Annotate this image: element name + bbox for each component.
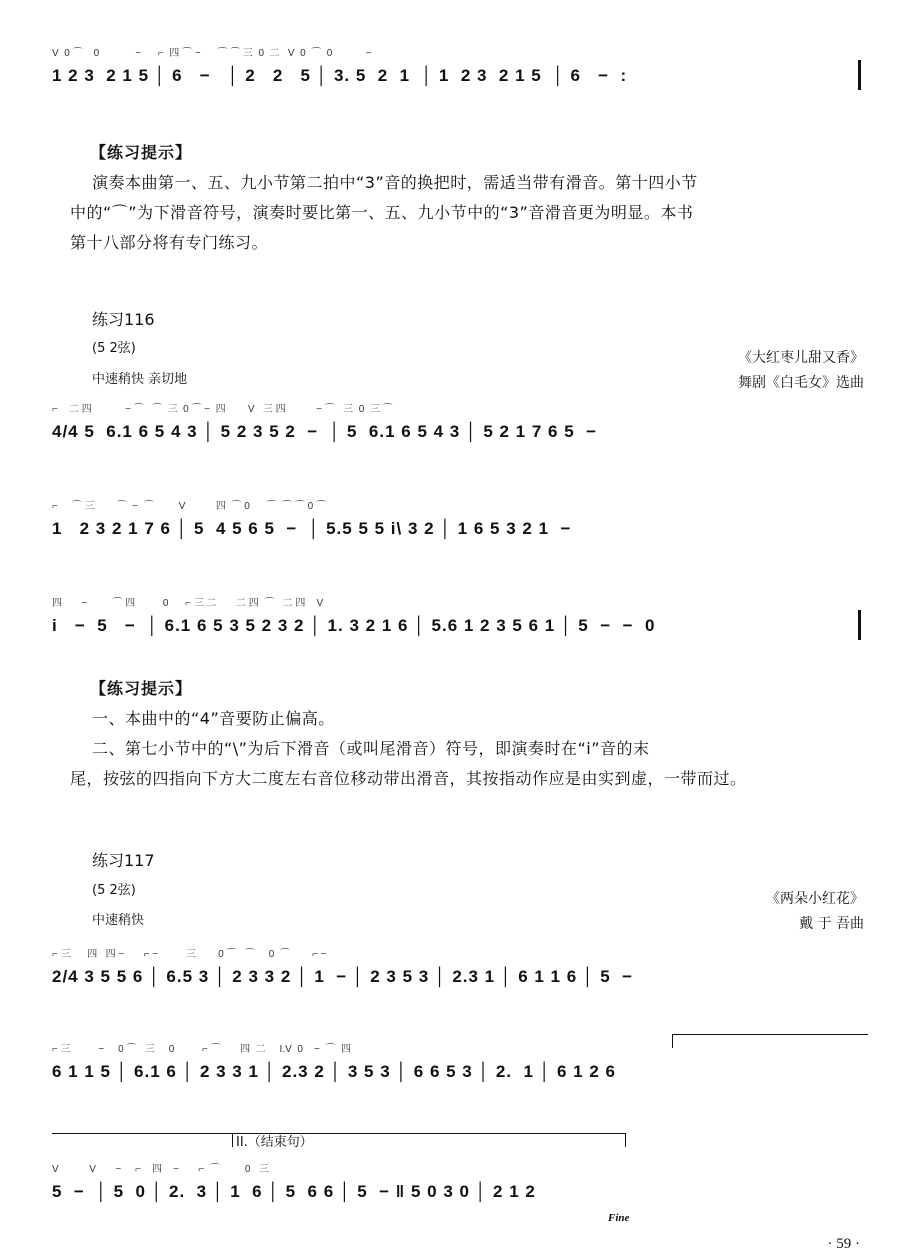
- source-title: 《两朵小红花》: [766, 891, 864, 907]
- fingering-marks: 四 − ⌒ 四 0 ⌐ 三 二 二 四 ⌒ 二 四 V: [52, 598, 324, 609]
- score-line-116-3: [52, 594, 867, 646]
- source-title: 《大红枣儿甜又香》: [738, 350, 864, 366]
- notation-row: 4/4 5 6.1 6 5 4 3 │ 5 2 3 5 2 − │ 5 6.1 6 5 4 3 │ 5 2 1 7 6 5 −: [52, 422, 598, 441]
- notation-row: 5 − │ 5 0 │ 2. 3 │ 1 6 │ 5 6 6 │ 5 − ‖ 5 0 3 0 │ 2 1 2: [52, 1182, 536, 1201]
- final-barline: [858, 610, 861, 640]
- exercise-title: 练习117: [92, 851, 155, 870]
- volta-bracket-1: [672, 1034, 868, 1035]
- fingering-marks: ⌐ ⌒ 三 ⌒ − ⌒ V 四 ⌒ 0 ⌒ ⌒ ⌒ 0 ⌒: [52, 501, 326, 512]
- final-barline: [858, 60, 861, 90]
- hint-line: 演奏本曲第一、五、九小节第二拍中“3”音的换把时，需适当带有滑音。第十四小节: [92, 173, 698, 192]
- score-line-top: [52, 44, 867, 96]
- fingering-marks: ⌐ 二 四 − ⌒ ⌒ 三 0 ⌒ − 四 V 三 四 − ⌒ 三 0 三 ⌒: [52, 404, 393, 415]
- hint-title: 【练习提示】: [90, 679, 193, 698]
- notation-row: 1 2 3 2 1 7 6 │ 5 4 5 6 5 − │ 5.5 5 5 i\ 3 2 │ 1 6 5 3 2 1 −: [52, 519, 572, 538]
- tuning-label: (5 2弦): [92, 883, 136, 898]
- tempo-label: 中速稍快: [92, 913, 145, 928]
- hint-paragraph-2: [70, 704, 872, 794]
- hint-paragraph-1: [70, 168, 872, 258]
- fingering-marks: V 0 ⌒ 0 − ⌐ 四 ⌒ − ⌒ ⌒ 三 0 二 V 0 ⌒ 0 −: [52, 48, 380, 59]
- hint-title: 【练习提示】: [90, 143, 193, 162]
- volta-bracket-2: [52, 1133, 626, 1134]
- notation-row: i − 5 − │ 6.1 6 5 3 5 2 3 2 │ 1. 3 2 1 6 │ 5.6 1 2 3 5 6 1 │ 5 − − 0: [52, 616, 656, 635]
- fine-marking: Fine: [608, 1212, 630, 1224]
- score-line-116-1: [52, 400, 867, 452]
- tempo-label: 中速稍快 亲切地: [92, 372, 188, 387]
- page-number: · 59 ·: [827, 1236, 860, 1252]
- hint-line: 一、本曲中的“4”音要防止偏高。: [92, 709, 335, 728]
- score-line-117-3: [52, 1160, 867, 1212]
- source-subtitle: 舞剧《白毛女》选曲: [738, 375, 864, 391]
- exercise-title: 练习116: [92, 310, 155, 329]
- fingering-marks: ⌐ 三 四 四 − ⌐ − 三 0 ⌒ ⌒ 0 ⌒ ⌐ −: [52, 949, 327, 960]
- volta-bracket-tick: [625, 1133, 626, 1147]
- notation-row: 1 2 3 2 1 5 │ 6 − │ 2 2 5 │ 3. 5 2 1 │ 1 2 3 2 1 5 │ 6 − :: [52, 66, 628, 85]
- hint-line: 二、第七小节中的“\”为后下滑音（或叫尾滑音）符号，即演奏时在“i”音的末: [92, 739, 650, 758]
- hint-line: 第十八部分将有专门练习。: [70, 233, 269, 252]
- score-line-117-2: [52, 1040, 867, 1092]
- volta-bracket-tick: [232, 1133, 233, 1147]
- hint-line: 尾，按弦的四指向下方大二度左右音位移动带出滑音，其按指动作应是由实到虚，一带而过。: [70, 769, 747, 788]
- score-line-117-1: [52, 945, 867, 997]
- fingering-marks: ⌐ 三 − 0 ⌒ 三 0 ⌐ ⌒ 四 二 I.V 0 − ⌒ 四: [52, 1044, 351, 1055]
- tuning-label: (5 2弦): [92, 341, 136, 356]
- fingering-marks: V V − ⌐ 四 − ⌐ ⌒ 0 三: [52, 1164, 269, 1175]
- source-subtitle: 戴 于 吾曲: [799, 916, 864, 932]
- notation-row: 2/4 3 5 5 6 │ 6.5 3 │ 2 3 3 2 │ 1 − │ 2 3 5 3 │ 2.3 1 │ 6 1 1 6 │ 5 −: [52, 967, 634, 986]
- hint-line: 中的“⌒”为下滑音符号，演奏时要比第一、五、九小节中的“3”音滑音更为明显。本书: [70, 203, 694, 222]
- notation-row: 6 1 1 5 │ 6.1 6 │ 2 3 3 1 │ 2.3 2 │ 3 5 3 │ 6 6 5 3 │ 2. 1 │ 6 1 2 6: [52, 1062, 616, 1081]
- volta-label: II.（结束句）: [236, 1135, 313, 1150]
- score-line-116-2: [52, 497, 867, 549]
